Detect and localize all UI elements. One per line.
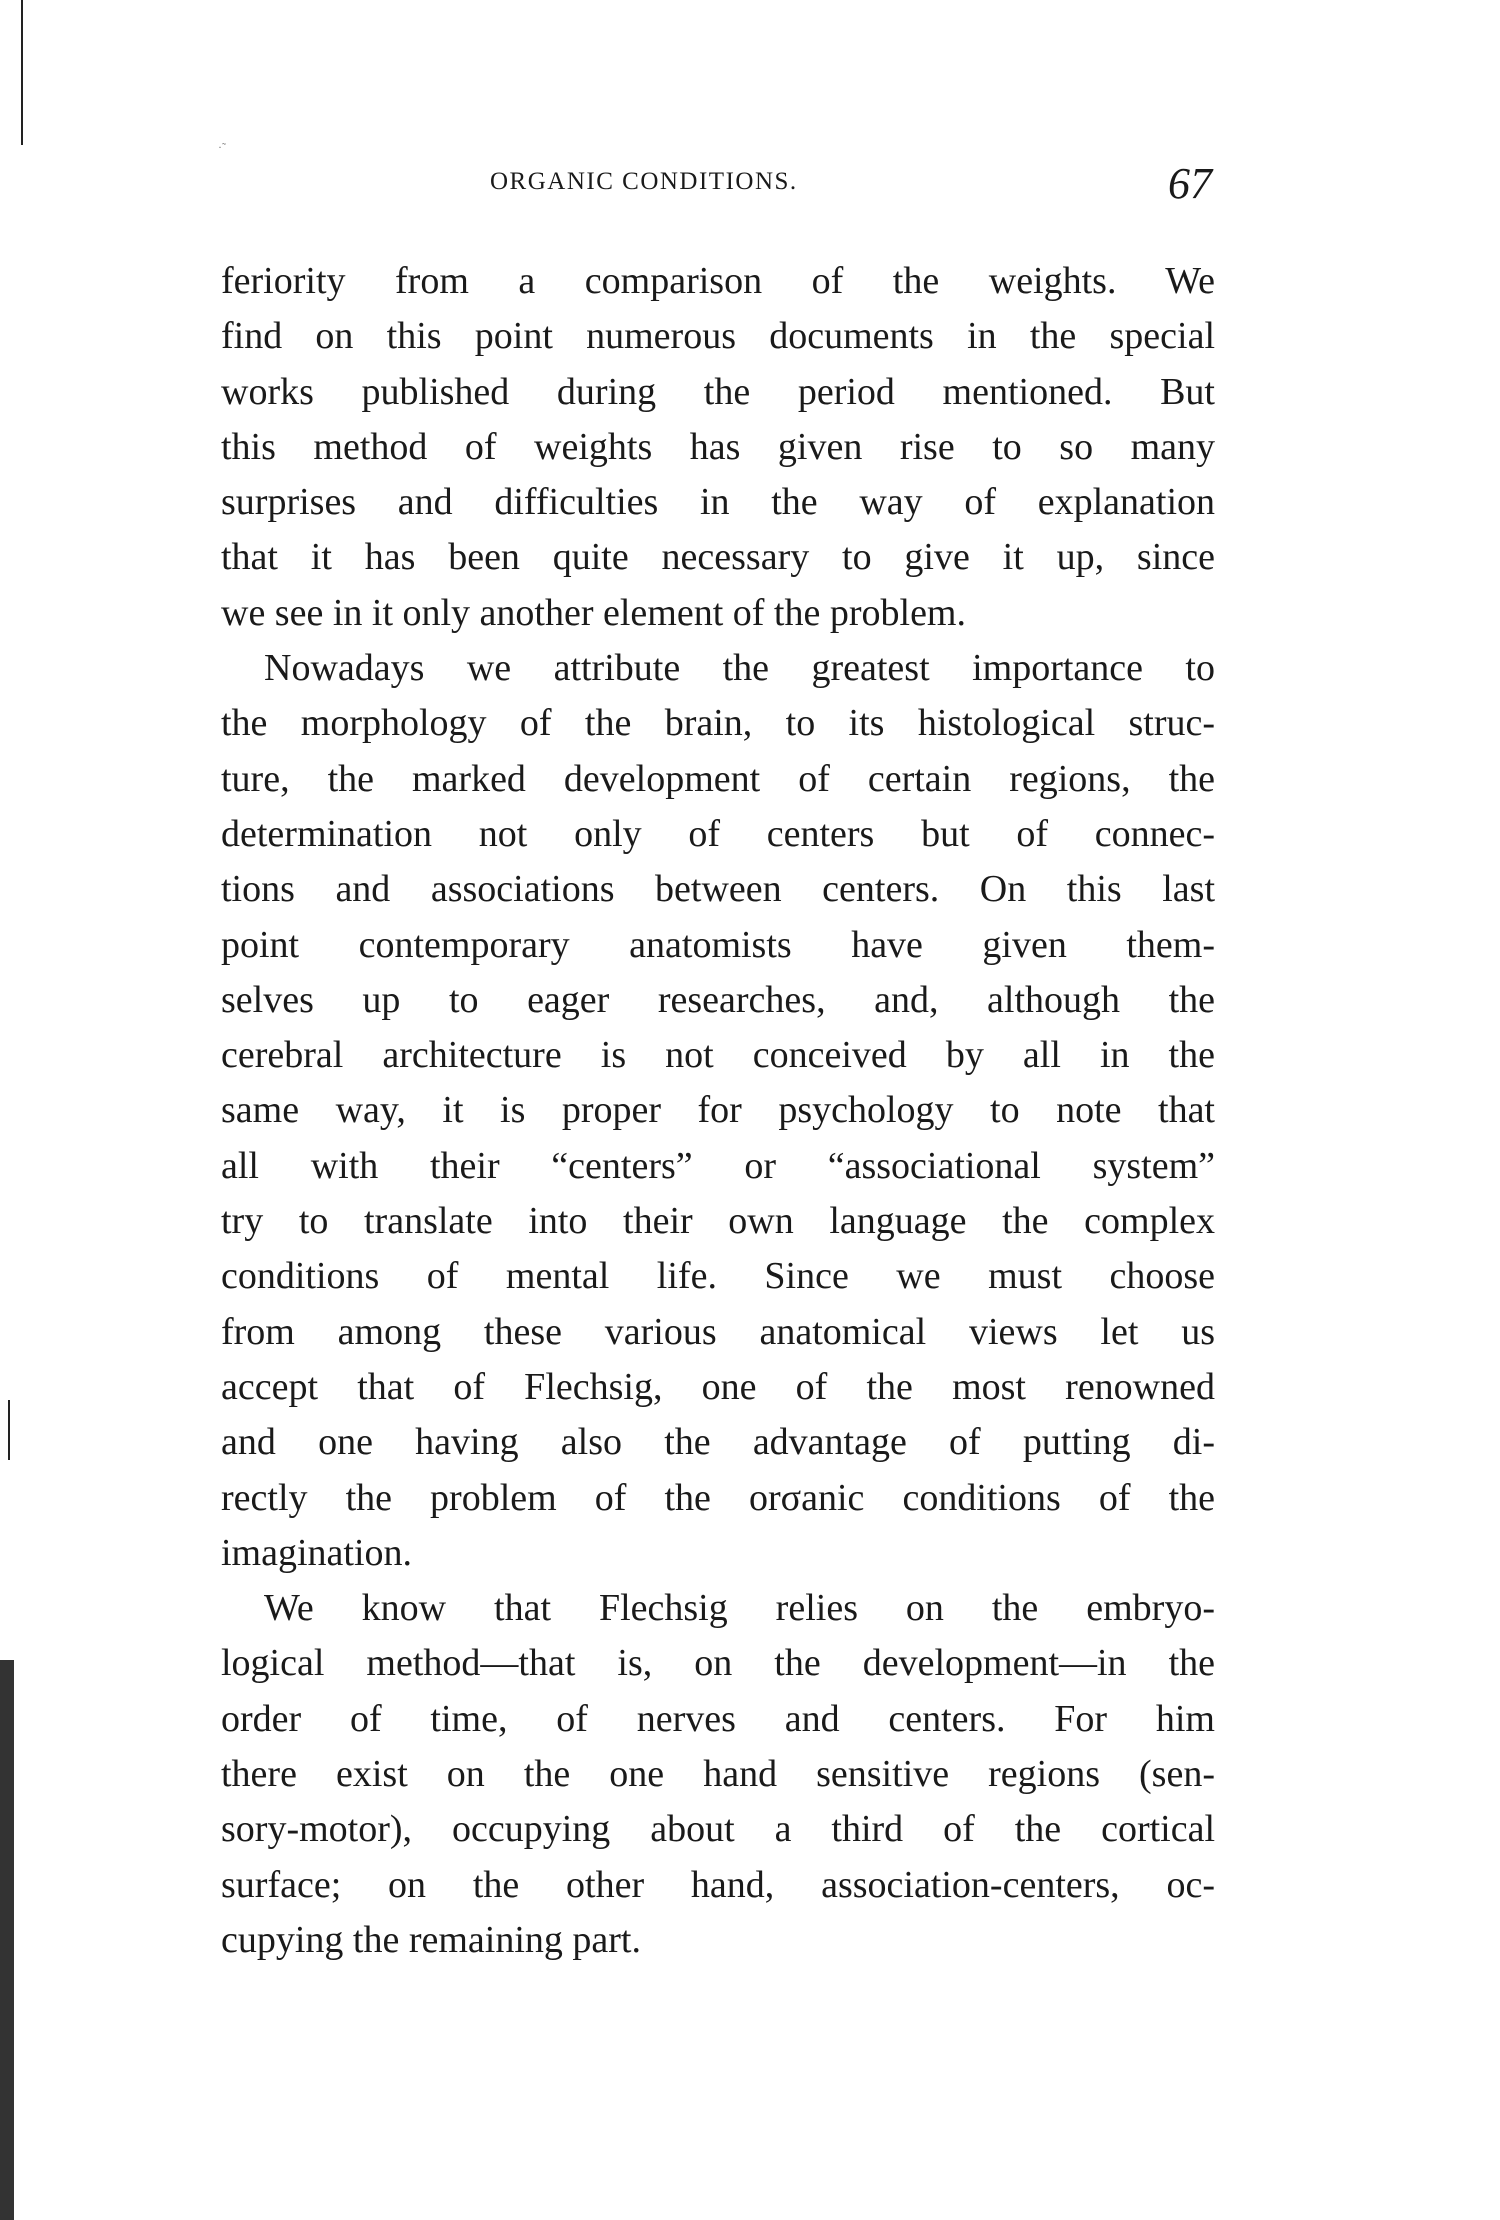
- paragraph: [221, 1585, 1215, 1972]
- text-line: imagination.: [221, 1531, 413, 1574]
- text-line: We know that Flechsig relies on the embryo-: [264, 1587, 1215, 1630]
- scan-edge-line-middle: [8, 1400, 10, 1460]
- paragraph: [221, 645, 1215, 1585]
- text-line: Nowadays we attribute the greatest importance to: [264, 647, 1215, 690]
- page-body: [221, 258, 1215, 1972]
- text-line: conditions of mental life. Since we must choose: [221, 1255, 1215, 1298]
- text-line: cupying the remaining part.: [221, 1918, 641, 1961]
- text-line: cerebral architecture is not conceived by all in the: [221, 1034, 1215, 1077]
- text-line: there exist on the one hand sensitive regions (sen-: [221, 1753, 1215, 1796]
- text-line: that it has been quite necessary to give it up, since: [221, 536, 1215, 579]
- text-line: tions and associations between centers. On this last: [221, 868, 1215, 911]
- text-line: feriority from a comparison of the weights. We: [221, 260, 1215, 302]
- text-line: accept that of Flechsig, one of the most renowned: [221, 1365, 1215, 1408]
- text-line: works published during the period mentioned. But: [221, 370, 1215, 413]
- page-number: 67: [1168, 159, 1212, 208]
- text-line: surface; on the other hand, association-centers, oc-: [221, 1863, 1215, 1906]
- text-line: all with their “centers” or “associational system”: [221, 1144, 1215, 1187]
- scan-speck: ·˜: [218, 140, 226, 154]
- text-line: rectly the problem of the orσanic conditions of the: [221, 1476, 1215, 1519]
- scan-edge-binding: [0, 1660, 14, 2220]
- scan-edge-line-top: [21, 0, 23, 145]
- text-line: the morphology of the brain, to its histological struc-: [221, 702, 1215, 745]
- text-line: find on this point numerous documents in the special: [221, 315, 1215, 358]
- text-line: from among these various anatomical views let us: [221, 1310, 1215, 1353]
- text-line: order of time, of nerves and centers. For him: [221, 1697, 1215, 1740]
- page-header: [0, 158, 1500, 208]
- text-line: this method of weights has given rise to so many: [221, 425, 1215, 468]
- running-head: ORGANIC CONDITIONS.: [490, 168, 798, 195]
- text-line: ture, the marked development of certain regions, the: [221, 757, 1215, 800]
- text-line: sory-motor), occupying about a third of the cortical: [221, 1808, 1215, 1851]
- text-line: logical method—that is, on the development—in the: [221, 1642, 1215, 1685]
- paragraph: [221, 258, 1215, 645]
- text-line: try to translate into their own language the complex: [221, 1200, 1215, 1243]
- text-line: and one having also the advantage of putting di-: [221, 1421, 1215, 1464]
- text-line: we see in it only another element of the problem.: [221, 591, 966, 634]
- text-line: surprises and difficulties in the way of explanation: [221, 481, 1215, 524]
- text-line: determination not only of centers but of connec-: [221, 812, 1215, 855]
- text-line: selves up to eager researches, and, although the: [221, 978, 1215, 1021]
- text-line: same way, it is proper for psychology to note that: [221, 1089, 1215, 1132]
- text-line: point contemporary anatomists have given them-: [221, 923, 1215, 966]
